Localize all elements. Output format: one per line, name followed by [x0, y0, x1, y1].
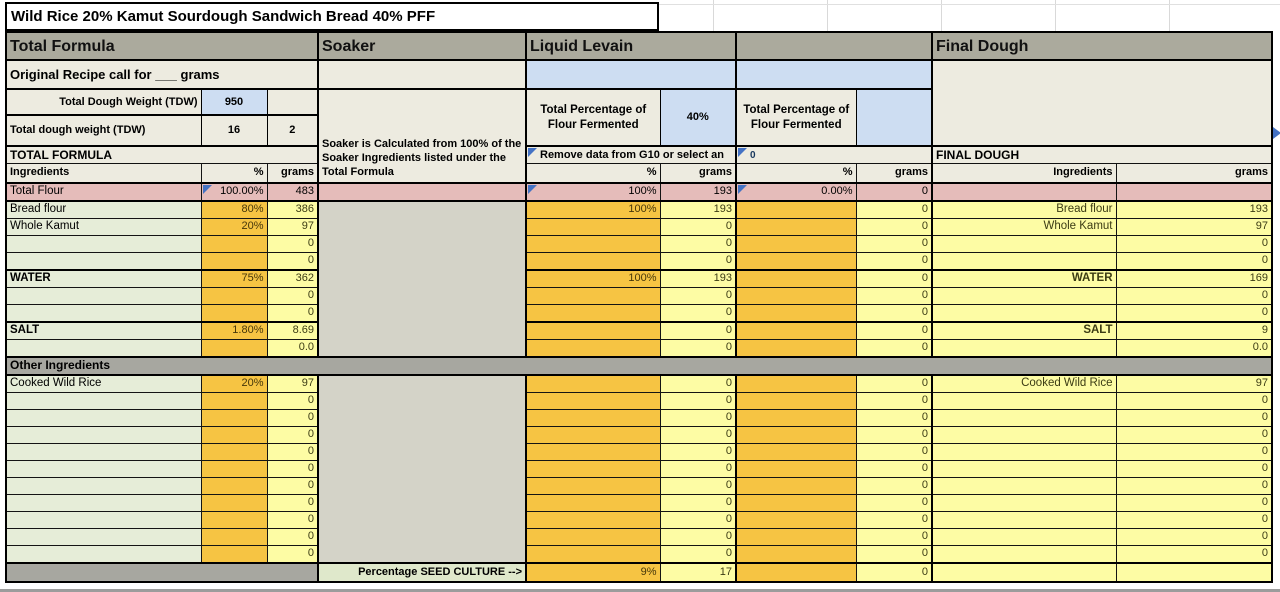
fd-grams-cell[interactable]: 97: [1116, 375, 1272, 393]
fd-grams-cell[interactable]: 0: [1116, 477, 1272, 494]
lv-grams-cell[interactable]: 0: [660, 392, 736, 409]
lv-pct-cell[interactable]: [526, 443, 660, 460]
soaker-cell[interactable]: [318, 270, 526, 288]
final-dough-band-cell[interactable]: FINAL DOUGH: [932, 146, 1272, 164]
tf-pct-cell[interactable]: [201, 443, 267, 460]
lv-pct-cell[interactable]: [526, 218, 660, 235]
tf-ingredient-cell[interactable]: [6, 477, 201, 494]
tf-grams-cell[interactable]: 0: [267, 392, 318, 409]
other-ingredients-band[interactable]: Other Ingredients: [6, 357, 1272, 375]
fd-ingredient-cell[interactable]: [932, 339, 1116, 357]
c4-pct-cell[interactable]: [736, 563, 856, 582]
tf-grams-cell[interactable]: 0: [267, 545, 318, 563]
tf-pct-cell[interactable]: [201, 392, 267, 409]
c4-grams-cell[interactable]: 0: [856, 545, 932, 563]
tf-grams-header[interactable]: grams: [267, 164, 318, 183]
comment-flag-icon: [738, 148, 747, 157]
lv-grams-cell[interactable]: 0: [660, 287, 736, 304]
fd-ingredient-cell[interactable]: [932, 183, 1116, 201]
tf-grams-cell[interactable]: 0: [267, 304, 318, 322]
soaker-cell[interactable]: [318, 511, 526, 528]
tf-grams-cell[interactable]: 0: [267, 235, 318, 252]
c4-grams-cell[interactable]: 0: [856, 409, 932, 426]
fd-ingredient-cell[interactable]: SALT: [932, 322, 1116, 340]
lv-grams-cell[interactable]: 0: [660, 511, 736, 528]
tf-pct-cell[interactable]: [201, 477, 267, 494]
lv-pct-cell[interactable]: [526, 235, 660, 252]
c4-pct-cell[interactable]: [736, 201, 856, 219]
lv-grams-cell[interactable]: 0: [660, 218, 736, 235]
c4-grams-cell[interactable]: 0: [856, 322, 932, 340]
lv-grams-cell[interactable]: 0: [660, 528, 736, 545]
c4-grams-cell[interactable]: 0: [856, 392, 932, 409]
tf-ingredient-cell[interactable]: WATER: [6, 270, 201, 288]
levain-blue-cell[interactable]: [526, 60, 736, 89]
c4-pct-cell[interactable]: [736, 375, 856, 393]
fd-grams-cell[interactable]: [1116, 183, 1272, 201]
workbook-title-cell[interactable]: Wild Rice 20% Kamut Sourdough Sandwich Bread 40% PFF: [5, 2, 659, 31]
soaker-cell[interactable]: [318, 426, 526, 443]
lv-pct-cell[interactable]: 9%: [526, 563, 660, 582]
lv-pct-cell[interactable]: [526, 426, 660, 443]
fd-grams-cell[interactable]: 0: [1116, 252, 1272, 270]
soaker-cell[interactable]: [318, 409, 526, 426]
c4-grams-cell[interactable]: 0: [856, 304, 932, 322]
tf-ingredient-cell[interactable]: [6, 392, 201, 409]
tdw-value-cell[interactable]: 950: [201, 89, 267, 115]
lv-grams-cell[interactable]: 0: [660, 375, 736, 393]
tf-pct-cell[interactable]: [201, 287, 267, 304]
tf-ingredients-header[interactable]: Ingredients: [6, 164, 201, 183]
fd-ingredient-cell[interactable]: Cooked Wild Rice: [932, 375, 1116, 393]
fd-grams-cell[interactable]: 0.0: [1116, 339, 1272, 357]
fd-ingredients-header[interactable]: Ingredients: [932, 164, 1116, 183]
levain-pff-value-cell[interactable]: 40%: [660, 89, 736, 146]
tf-ingredient-cell[interactable]: SALT: [6, 322, 201, 340]
col4-blue-cell[interactable]: [736, 60, 932, 89]
lv-grams-cell[interactable]: 0: [660, 460, 736, 477]
total-formula-band-cell[interactable]: TOTAL FORMULA: [6, 146, 318, 164]
tf-grams-cell[interactable]: 97: [267, 375, 318, 393]
c4-grams-cell[interactable]: 0: [856, 443, 932, 460]
fd-grams-cell[interactable]: 0: [1116, 235, 1272, 252]
c4-pct-cell[interactable]: [736, 235, 856, 252]
fd-ingredient-cell[interactable]: [932, 426, 1116, 443]
lv-grams-cell[interactable]: 193: [660, 270, 736, 288]
fd-grams-cell[interactable]: 0: [1116, 304, 1272, 322]
tf-ingredient-cell[interactable]: [6, 460, 201, 477]
c4-grams-cell[interactable]: 0: [856, 218, 932, 235]
tf-ingredient-cell[interactable]: Whole Kamut: [6, 218, 201, 235]
tf-ingredient-cell[interactable]: [6, 511, 201, 528]
c4-grams-cell[interactable]: 0: [856, 235, 932, 252]
c4-pct-cell[interactable]: [736, 183, 856, 201]
fd-grams-cell[interactable]: 0: [1116, 511, 1272, 528]
tf-grams-cell[interactable]: 0: [267, 528, 318, 545]
c4-grams-cell[interactable]: 0: [856, 511, 932, 528]
tf-pct-cell[interactable]: [201, 304, 267, 322]
c4-grams-cell[interactable]: 0: [856, 252, 932, 270]
tdw2-value2-cell[interactable]: 2: [267, 115, 318, 146]
soaker-cell[interactable]: [318, 443, 526, 460]
lv-grams-cell[interactable]: 193: [660, 201, 736, 219]
tf-grams-cell[interactable]: 0: [267, 443, 318, 460]
c4-grams-cell[interactable]: 0: [856, 375, 932, 393]
tf-pct-header[interactable]: %: [201, 164, 267, 183]
levain-pff-label-cell[interactable]: Total Percentage of Flour Fermented: [526, 89, 660, 146]
gridline: [657, 4, 1280, 5]
tf-grams-cell[interactable]: 0.0: [267, 339, 318, 357]
soaker-blank-cell[interactable]: [318, 60, 526, 89]
lv-grams-cell[interactable]: 17: [660, 563, 736, 582]
tf-ingredient-cell[interactable]: [6, 235, 201, 252]
tdw-extra-cell[interactable]: [267, 89, 318, 115]
tf-ingredient-cell[interactable]: [6, 443, 201, 460]
soaker-cell[interactable]: [318, 235, 526, 252]
tf-ingredient-cell[interactable]: [6, 339, 201, 357]
lv-pct-cell[interactable]: [526, 392, 660, 409]
c4-pct-cell[interactable]: [736, 460, 856, 477]
tf-pct-cell[interactable]: [201, 460, 267, 477]
c4-pct-cell[interactable]: [736, 392, 856, 409]
comment-flag-icon: [528, 185, 537, 194]
tf-ingredient-cell[interactable]: Bread flour: [6, 201, 201, 219]
fd-grams-cell[interactable]: 0: [1116, 545, 1272, 563]
fd-ingredient-cell[interactable]: [932, 392, 1116, 409]
soaker-cell[interactable]: [318, 201, 526, 219]
col4-note-cell[interactable]: [736, 146, 932, 164]
tf-pct-cell[interactable]: [201, 252, 267, 270]
lv-pct-cell[interactable]: [526, 339, 660, 357]
tf-pct-cell[interactable]: [201, 494, 267, 511]
tdw2-value1-cell[interactable]: 16: [201, 115, 267, 146]
c4-pct-cell[interactable]: [736, 494, 856, 511]
lv-pct-cell[interactable]: 100%: [526, 201, 660, 219]
section-header-col4[interactable]: [736, 32, 932, 60]
fd-grams-cell[interactable]: 0: [1116, 426, 1272, 443]
tf-grams-cell[interactable]: 0: [267, 426, 318, 443]
levain-note-text: Remove data from G10 or select an: [540, 148, 725, 161]
tf-pct-cell[interactable]: [201, 426, 267, 443]
c4-pct-cell[interactable]: [736, 218, 856, 235]
section-header-total-formula[interactable]: Total Formula: [6, 32, 318, 60]
lv-pct-cell[interactable]: [526, 183, 660, 201]
fd-ingredient-cell[interactable]: [932, 528, 1116, 545]
fd-grams-cell[interactable]: 0: [1116, 392, 1272, 409]
tf-pct-cell[interactable]: 20%: [201, 218, 267, 235]
comment-flag-icon: [203, 185, 212, 194]
section-header-liquid-levain[interactable]: Liquid Levain: [526, 32, 736, 60]
tf-pct-cell[interactable]: 75%: [201, 270, 267, 288]
tf-pct-cell[interactable]: 20%: [201, 375, 267, 393]
fd-grams-cell[interactable]: 0: [1116, 528, 1272, 545]
fd-grams-cell[interactable]: 0: [1116, 409, 1272, 426]
lv-grams-cell[interactable]: 0: [660, 426, 736, 443]
lv-grams-cell[interactable]: 0: [660, 339, 736, 357]
c4-pct-cell[interactable]: [736, 287, 856, 304]
soaker-cell[interactable]: [318, 287, 526, 304]
soaker-cell[interactable]: [318, 252, 526, 270]
tf-ingredient-cell[interactable]: [6, 494, 201, 511]
fd-ingredient-cell[interactable]: [932, 477, 1116, 494]
tf-pct-cell[interactable]: [201, 183, 267, 201]
fd-ingredient-cell[interactable]: [932, 460, 1116, 477]
c4-grams-cell[interactable]: 0: [856, 287, 932, 304]
tf-grams-cell[interactable]: 0: [267, 477, 318, 494]
soaker-cell[interactable]: [318, 375, 526, 393]
tf-pct-cell[interactable]: 1.80%: [201, 322, 267, 340]
c4-pct-value: 0.00%: [821, 185, 853, 197]
soaker-cell[interactable]: [318, 183, 526, 201]
fd-grams-cell[interactable]: [1116, 563, 1272, 582]
soaker-cell[interactable]: [318, 494, 526, 511]
fd-ingredient-cell[interactable]: [932, 511, 1116, 528]
fd-grams-cell[interactable]: 0: [1116, 460, 1272, 477]
lv-grams-cell[interactable]: 0: [660, 545, 736, 563]
lv-grams-cell[interactable]: 0: [660, 322, 736, 340]
tf-ingredient-cell[interactable]: [6, 252, 201, 270]
tdw2-label-cell[interactable]: Total dough weight (TDW): [6, 115, 201, 146]
tdw-label-cell[interactable]: Total Dough Weight (TDW): [6, 89, 201, 115]
c4-pct-header[interactable]: %: [736, 164, 856, 183]
tf-pct-cell[interactable]: 80%: [201, 201, 267, 219]
tf-grams-cell[interactable]: 0: [267, 494, 318, 511]
fd-grams-cell[interactable]: 169: [1116, 270, 1272, 288]
tf-ingredient-cell[interactable]: [6, 287, 201, 304]
tf-pct-cell[interactable]: [201, 528, 267, 545]
fd-ingredient-cell[interactable]: [932, 494, 1116, 511]
tf-pct-value: 100.00%: [220, 185, 264, 197]
comment-flag-icon: [738, 185, 747, 194]
c4-grams-cell[interactable]: 0: [856, 426, 932, 443]
tf-ingredient-cell[interactable]: Total Flour: [6, 183, 201, 201]
lv-grams-cell[interactable]: 0: [660, 477, 736, 494]
c4-grams-cell[interactable]: 0: [856, 477, 932, 494]
c4-grams-header[interactable]: grams: [856, 164, 932, 183]
lv-pct-value: 100%: [628, 185, 657, 197]
fd-grams-cell[interactable]: 0: [1116, 494, 1272, 511]
section-header-final-dough[interactable]: Final Dough: [932, 32, 1272, 60]
lv-pct-cell[interactable]: [526, 304, 660, 322]
lv-pct-cell[interactable]: 100%: [526, 270, 660, 288]
c4-pct-cell[interactable]: [736, 477, 856, 494]
levain-note-cell[interactable]: [526, 146, 736, 164]
c4-pct-cell[interactable]: [736, 339, 856, 357]
c4-pct-cell[interactable]: [736, 443, 856, 460]
lv-pct-cell[interactable]: [526, 287, 660, 304]
c4-pct-cell[interactable]: [736, 270, 856, 288]
seed-culture-label-cell[interactable]: Percentage SEED CULTURE -->: [318, 563, 526, 582]
tf-ingredient-cell[interactable]: [6, 426, 201, 443]
lv-pct-cell[interactable]: [526, 477, 660, 494]
formula-spreadsheet: [5, 31, 1273, 583]
fd-ingredient-cell[interactable]: WATER: [932, 270, 1116, 288]
footer-gray-cell[interactable]: [6, 563, 318, 582]
soaker-cell[interactable]: [318, 460, 526, 477]
c4-grams-cell[interactable]: 0: [856, 528, 932, 545]
fd-grams-header[interactable]: grams: [1116, 164, 1272, 183]
c4-grams-cell[interactable]: 0: [856, 339, 932, 357]
fd-grams-cell[interactable]: 0: [1116, 443, 1272, 460]
fd-ingredient-cell[interactable]: [932, 304, 1116, 322]
tf-ingredient-cell[interactable]: [6, 304, 201, 322]
comment-flag-icon: [528, 148, 537, 157]
c4-grams-cell[interactable]: 0: [856, 270, 932, 288]
tf-pct-cell[interactable]: [201, 511, 267, 528]
tf-pct-cell[interactable]: [201, 339, 267, 357]
soaker-cell[interactable]: [318, 392, 526, 409]
fd-ingredient-cell[interactable]: [932, 287, 1116, 304]
lv-pct-cell[interactable]: [526, 375, 660, 393]
lv-pct-header[interactable]: %: [526, 164, 660, 183]
c4-pct-cell[interactable]: [736, 545, 856, 563]
col4-note-text: 0: [750, 149, 756, 161]
tf-ingredient-cell[interactable]: Cooked Wild Rice: [6, 375, 201, 393]
soaker-cell[interactable]: [318, 477, 526, 494]
soaker-cell[interactable]: [318, 339, 526, 357]
tf-grams-cell[interactable]: 97: [267, 218, 318, 235]
fd-ingredient-cell[interactable]: [932, 443, 1116, 460]
section-header-soaker[interactable]: Soaker: [318, 32, 526, 60]
lv-pct-cell[interactable]: [526, 409, 660, 426]
soaker-note-cell[interactable]: Soaker is Calculated from 100% of the Soaker Ingredients listed under the Total Formula: [318, 89, 526, 183]
lv-grams-cell[interactable]: 0: [660, 304, 736, 322]
lv-pct-cell[interactable]: [526, 528, 660, 545]
c4-grams-cell[interactable]: 0: [856, 460, 932, 477]
lv-grams-cell[interactable]: 0: [660, 252, 736, 270]
fd-ingredient-cell[interactable]: [932, 563, 1116, 582]
c4-pct-cell[interactable]: [736, 252, 856, 270]
fd-ingredient-cell[interactable]: Whole Kamut: [932, 218, 1116, 235]
fd-grams-cell[interactable]: 97: [1116, 218, 1272, 235]
lv-grams-cell[interactable]: 0: [660, 235, 736, 252]
tf-ingredient-cell[interactable]: [6, 545, 201, 563]
tf-pct-cell[interactable]: [201, 235, 267, 252]
tf-pct-cell[interactable]: [201, 545, 267, 563]
c4-pct-cell[interactable]: [736, 409, 856, 426]
lv-pct-cell[interactable]: [526, 252, 660, 270]
soaker-cell[interactable]: [318, 545, 526, 563]
tf-grams-cell[interactable]: 362: [267, 270, 318, 288]
soaker-cell[interactable]: [318, 304, 526, 322]
tf-pct-cell[interactable]: [201, 409, 267, 426]
soaker-cell[interactable]: [318, 322, 526, 340]
fd-grams-cell[interactable]: 9: [1116, 322, 1272, 340]
original-recipe-cell[interactable]: Original Recipe call for ___ grams: [6, 60, 318, 89]
fd-grams-cell[interactable]: 193: [1116, 201, 1272, 219]
lv-pct-cell[interactable]: [526, 511, 660, 528]
c4-pct-cell[interactable]: [736, 426, 856, 443]
tf-grams-cell[interactable]: 0: [267, 252, 318, 270]
lv-pct-cell[interactable]: [526, 545, 660, 563]
tf-ingredient-cell[interactable]: [6, 528, 201, 545]
fd-ingredient-cell[interactable]: [932, 252, 1116, 270]
fd-ingredient-cell[interactable]: [932, 545, 1116, 563]
soaker-cell[interactable]: [318, 218, 526, 235]
c4-pct-cell[interactable]: [736, 322, 856, 340]
c4-grams-cell[interactable]: 0: [856, 183, 932, 201]
lv-grams-cell[interactable]: 0: [660, 494, 736, 511]
c4-pct-cell[interactable]: [736, 304, 856, 322]
lv-grams-cell[interactable]: 0: [660, 409, 736, 426]
lv-pct-cell[interactable]: [526, 494, 660, 511]
c4-pct-cell[interactable]: [736, 511, 856, 528]
fd-ingredient-cell[interactable]: [932, 409, 1116, 426]
tf-grams-cell[interactable]: 386: [267, 201, 318, 219]
tf-grams-cell[interactable]: 0: [267, 511, 318, 528]
lv-pct-cell[interactable]: [526, 322, 660, 340]
tf-grams-cell[interactable]: 0: [267, 409, 318, 426]
tf-grams-cell[interactable]: 0: [267, 460, 318, 477]
c4-grams-cell[interactable]: 0: [856, 494, 932, 511]
fd-ingredient-cell[interactable]: [932, 235, 1116, 252]
tf-ingredient-cell[interactable]: [6, 409, 201, 426]
comment-flag-icon: [1273, 127, 1280, 139]
c4-grams-cell[interactable]: 0: [856, 563, 932, 582]
lv-pct-cell[interactable]: [526, 460, 660, 477]
tf-grams-cell[interactable]: 483: [267, 183, 318, 201]
lv-grams-cell[interactable]: 193: [660, 183, 736, 201]
tf-grams-cell[interactable]: 0: [267, 287, 318, 304]
fd-grams-cell[interactable]: 0: [1116, 287, 1272, 304]
lv-grams-cell[interactable]: 0: [660, 443, 736, 460]
soaker-cell[interactable]: [318, 528, 526, 545]
final-dough-blank-block[interactable]: [932, 60, 1272, 146]
col4-pff-value-cell[interactable]: [856, 89, 932, 146]
c4-pct-cell[interactable]: [736, 528, 856, 545]
tf-grams-cell[interactable]: 8.69: [267, 322, 318, 340]
fd-ingredient-cell[interactable]: Bread flour: [932, 201, 1116, 219]
lv-grams-header[interactable]: grams: [660, 164, 736, 183]
c4-grams-cell[interactable]: 0: [856, 201, 932, 219]
col4-pff-label-cell[interactable]: Total Percentage of Flour Fermented: [736, 89, 856, 146]
